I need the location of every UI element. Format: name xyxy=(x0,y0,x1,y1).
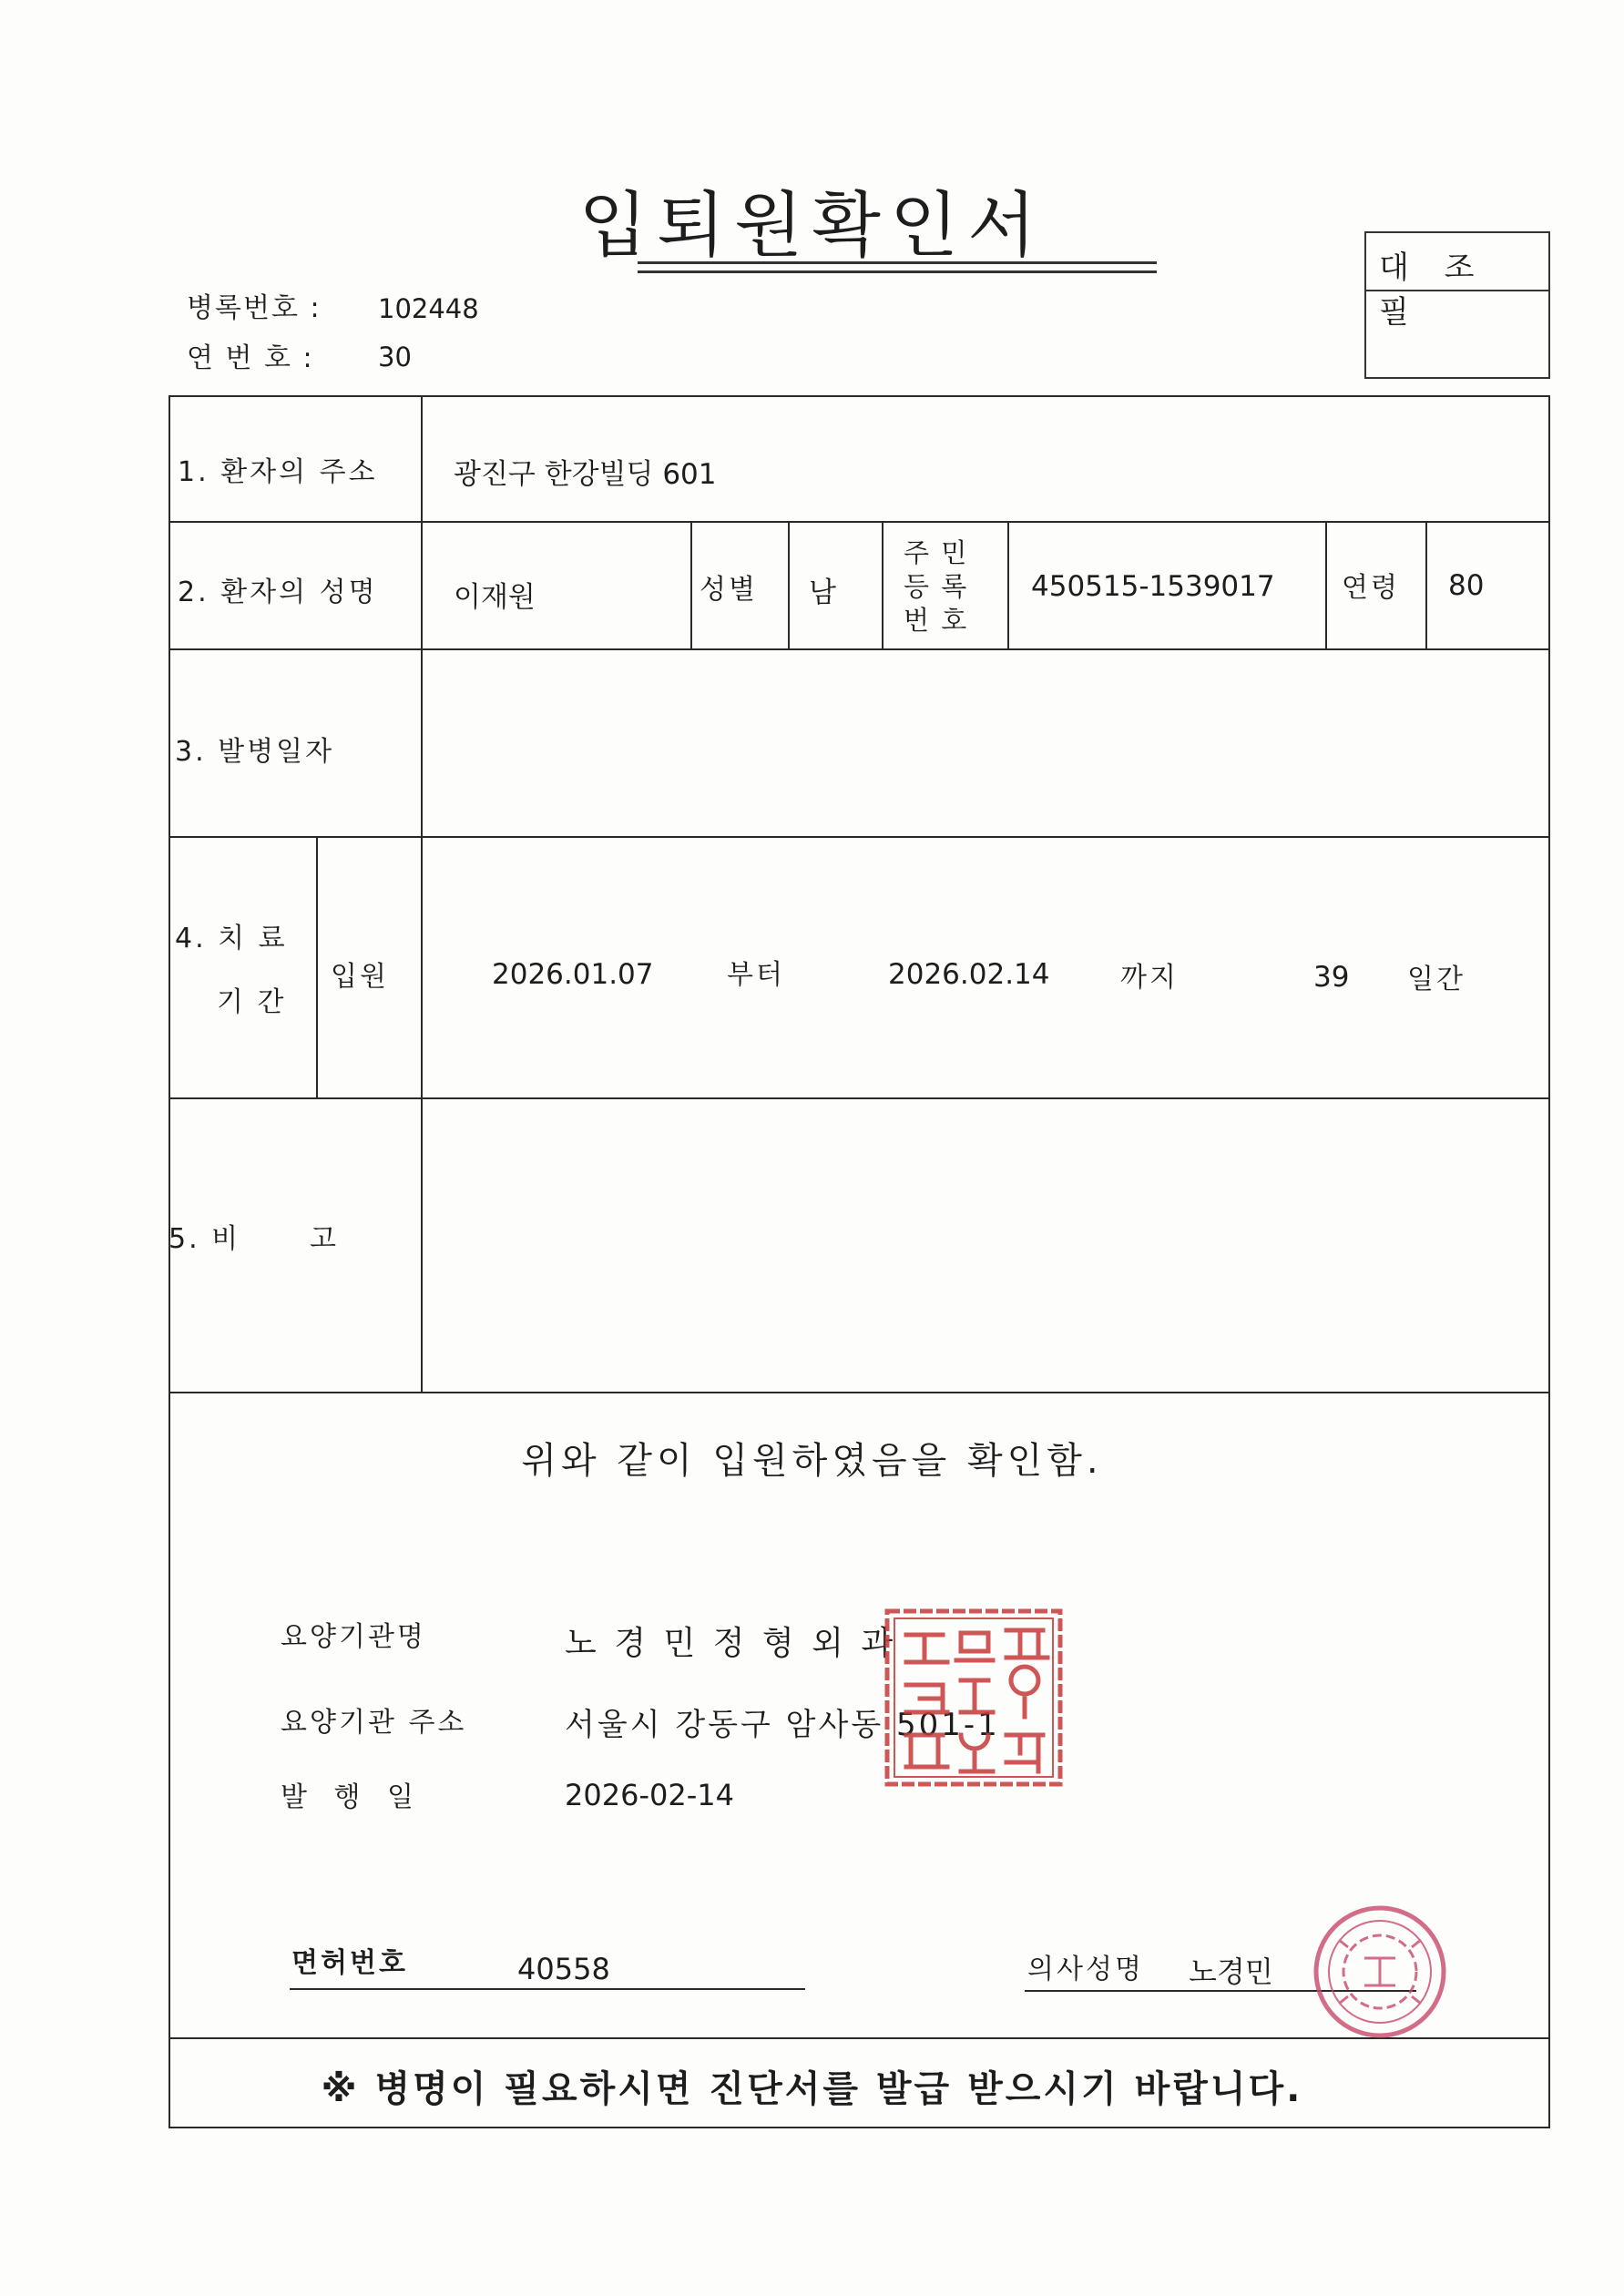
onset-label: 3. 발병일자 xyxy=(175,736,335,768)
rrn-label-line3: 번 호 xyxy=(904,605,969,636)
remarks-label-suffix: 고 xyxy=(310,1223,339,1255)
title-underline-bottom xyxy=(638,270,1157,273)
table-border-bottom xyxy=(169,2127,1550,2128)
rrn-value: 450515-1539017 xyxy=(1031,570,1275,603)
remarks-label-prefix: 5. 비 xyxy=(169,1223,241,1255)
address-label: 1. 환자의 주소 xyxy=(178,456,378,488)
serial-no-label: 연 번 호 : xyxy=(187,342,314,374)
row2-divider-e xyxy=(1325,521,1327,648)
row2-divider-b xyxy=(788,521,790,648)
license-label: 면허번호 xyxy=(291,1947,408,1979)
admission-label: 입원 xyxy=(331,961,389,993)
serial-no-value: 30 xyxy=(378,342,412,372)
title-underline-top xyxy=(638,261,1157,264)
record-no-label: 병록번호 : xyxy=(187,292,322,324)
sex-label: 성별 xyxy=(700,574,758,606)
license-underline xyxy=(290,1988,805,1990)
table-border-right xyxy=(1548,395,1550,2127)
row-divider-3 xyxy=(169,836,1550,838)
age-label: 연령 xyxy=(1342,572,1400,604)
institution-address-label: 요양기관 주소 xyxy=(281,1707,467,1739)
days-label: 일간 xyxy=(1407,964,1466,995)
institution-seal xyxy=(883,1607,1066,1790)
rrn-label-line1: 주 민 xyxy=(904,537,969,568)
doctor-seal xyxy=(1312,1903,1448,2040)
approval-box xyxy=(1364,231,1550,379)
table-border-top xyxy=(169,395,1550,397)
row-divider-5 xyxy=(169,1392,1550,1393)
table-border-left xyxy=(169,395,170,2127)
institution-label: 요양기관명 xyxy=(281,1621,426,1653)
doctor-label: 의사성명 xyxy=(1027,1954,1144,1985)
name-label: 2. 환자의 성명 xyxy=(178,577,378,608)
row2-divider-f xyxy=(1425,521,1427,648)
name-value: 이재원 xyxy=(454,581,536,614)
document-title: 입퇴원확인서 xyxy=(578,185,1046,267)
issue-date: 2026-02-14 xyxy=(565,1778,734,1812)
row-divider-4 xyxy=(169,1097,1550,1099)
institution-seal-graphic xyxy=(883,1607,1066,1790)
doctor-seal-graphic xyxy=(1312,1903,1448,2040)
age-value: 80 xyxy=(1448,569,1485,602)
footer-note: ※ 병명이 필요하시면 진단서를 발급 받으시기 바랍니다. xyxy=(321,2068,1303,2110)
sex-value: 남 xyxy=(809,577,836,609)
issue-date-label: 발 행 일 xyxy=(281,1781,424,1813)
institution-name: 노 경 민 정 형 외 과 xyxy=(565,1625,897,1662)
address-value: 광진구 한강빌딩 601 xyxy=(454,458,717,491)
from-label: 부터 xyxy=(727,959,785,991)
row-divider-2 xyxy=(169,648,1550,650)
period-label-line1: 4. 치 료 xyxy=(175,923,288,954)
end-date: 2026.02.14 xyxy=(888,958,1050,991)
row2-divider-d xyxy=(1007,521,1009,648)
start-date: 2026.01.07 xyxy=(492,958,654,991)
confirmation-statement: 위와 같이 입원하였음을 확인함. xyxy=(521,1440,1103,1482)
approval-box-label: 대 조 필 xyxy=(1379,250,1487,331)
label-column-divider xyxy=(421,395,423,1393)
doctor-name: 노경민 xyxy=(1189,1954,1273,1989)
rrn-label-line2: 등 록 xyxy=(904,571,969,602)
row2-divider-a xyxy=(690,521,692,648)
record-no-value: 102448 xyxy=(378,293,479,324)
row2-divider-c xyxy=(882,521,883,648)
institution-address: 서울시 강동구 암사동 501-1 xyxy=(565,1707,1000,1743)
period-label-line2: 기 간 xyxy=(217,986,287,1018)
to-label: 까지 xyxy=(1120,962,1179,994)
row4-sublabel-divider xyxy=(316,836,318,1097)
days-value: 39 xyxy=(1313,961,1350,994)
row-divider-1 xyxy=(169,521,1550,523)
license-number: 40558 xyxy=(517,1952,610,1986)
